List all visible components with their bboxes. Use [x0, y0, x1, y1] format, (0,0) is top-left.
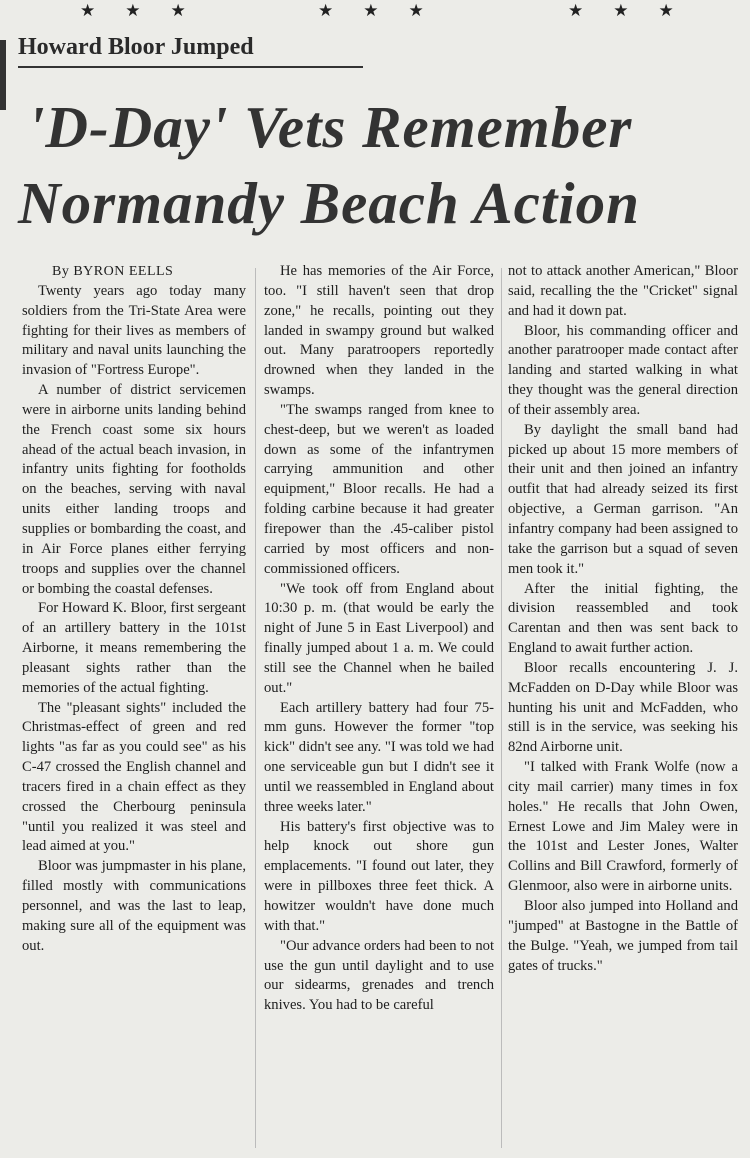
- article-column-1: [22, 262, 246, 1152]
- paragraph: His battery's first objective was to help knock out shore gun emplacements. "I found out later, they were in pillboxes three feet thick. A howitzer wouldn't have done much with that.": [264, 818, 494, 934]
- article-column-2: [264, 262, 494, 1152]
- star-ornament-right: ★★★: [568, 1, 704, 20]
- paragraph: "The swamps ranged from knee to chest-deep, but we weren't as loaded down as some of the infantrymen carrying ammunition and other equipment," Bloor recalls. He had a folding carbine because it had greater firepower than the .45-caliber pistol carried by most officers and non-commissioned officers.: [264, 401, 494, 577]
- paragraph: The "pleasant sights" included the Christmas-effect of green and red lights "as far as you could see" as his C-47 crossed the English channel and tracers fired in a chain effect as they crossed the Cherbourg peninsula "until you realized it was steel and lead aimed at you.": [22, 699, 246, 855]
- paragraph: For Howard K. Bloor, first sergeant of an artillery battery in the 101st Airborne, it means remembering the pleasant sights rather than the memories of the actual fighting.: [22, 600, 246, 696]
- paragraph: Bloor was jumpmaster in his plane, filled mostly with communications personnel, and was the last to leap, making sure all of the equipment was out.: [22, 858, 246, 954]
- paragraph: A number of district servicemen were in airborne units landing behind the French coast some six hours ahead of the actual beach invasion, in infantry units fighting for footholds on the beaches, serving with naval units either landing troops and supplies or bombarding the coast, and in Air Force planes either ferrying troops and supplies over the channel or bombing the coastal defenses.: [22, 382, 246, 597]
- byline: By BYRON EELLS: [52, 264, 174, 279]
- paragraph: He has memories of the Air Force, too. "I still haven't seen that drop zone," he recalls, pointing out they landed in swampy ground but walked out. Many paratroopers reportedly drowned when they landed in the swamps.: [264, 263, 494, 399]
- article-column-3: [508, 262, 738, 1152]
- paragraph: "Our advance orders had been to not use the gun until daylight and to use our sidearms, grenades and trench knives. You had to be careful: [264, 937, 494, 1014]
- kicker-headline: Howard Bloor Jumped: [18, 30, 363, 68]
- paragraph: Each artillery battery had four 75-mm guns. However the former "top kick" didn't see any. "I was told we had one serviceable gun but I didn't see it until we reassembled in England about three weeks later.": [264, 699, 494, 815]
- star-ornament-left: ★★★: [80, 1, 216, 20]
- headline-line-1: 'D-Day' Vets Remember: [28, 94, 633, 160]
- paragraph: "I talked with Frank Wolfe (now a city mail carrier) many times in fox holes." He recalls that John Owen, Ernest Lowe and Jim Maley were in the 101st and Lester Jones, Walter Collins and Bill Crawford, formerly of Glenmoor, also were in airborne units.: [508, 759, 738, 895]
- paragraph: Bloor recalls encountering J. J. McFadden on D-Day while Bloor was hunting his unit and McFadden, who still is in the service, was seeking his 82nd Airborne unit.: [508, 659, 738, 756]
- star-ornament-middle: ★★★: [318, 1, 454, 20]
- paragraph: not to attack another American," Bloor said, recalling the the "Cricket" signal and had it down pat.: [508, 263, 738, 319]
- left-edge-mark: [0, 40, 6, 110]
- paragraph: Bloor, his commanding officer and another paratrooper made contact after landing and started walking in what they thought was the general direction of their assembly area.: [508, 322, 738, 418]
- paragraph: "We took off from England about 10:30 p. m. (that would be early the night of June 5 in East Liverpool) and finally jumped about 1 a. m. We could still see the Channel when he bailed out.": [264, 580, 494, 696]
- column-divider: [255, 268, 256, 1148]
- paragraph: After the initial fighting, the division reassembled and took Carentan and then was sent back to England to await further action.: [508, 580, 738, 657]
- column-divider: [501, 268, 502, 1148]
- paragraph: Twenty years ago today many soldiers from the Tri-State Area were fighting for their lives as members of military and naval units launching the invasion of "Fortress Europe".: [22, 282, 246, 379]
- headline-line-2: Normandy Beach Action: [18, 170, 640, 236]
- paragraph: By daylight the small band had picked up about 15 more members of their unit and then joined an infantry outfit that had already seized its first objective, a German garrison. "An infantry company had been assigned to take the garrison but a squad of seven men took it.": [508, 421, 738, 577]
- paragraph: Bloor also jumped into Holland and "jumped" at Bastogne in the Battle of the Bulge. "Yeah, we jumped from tail gates of trucks.": [508, 898, 738, 974]
